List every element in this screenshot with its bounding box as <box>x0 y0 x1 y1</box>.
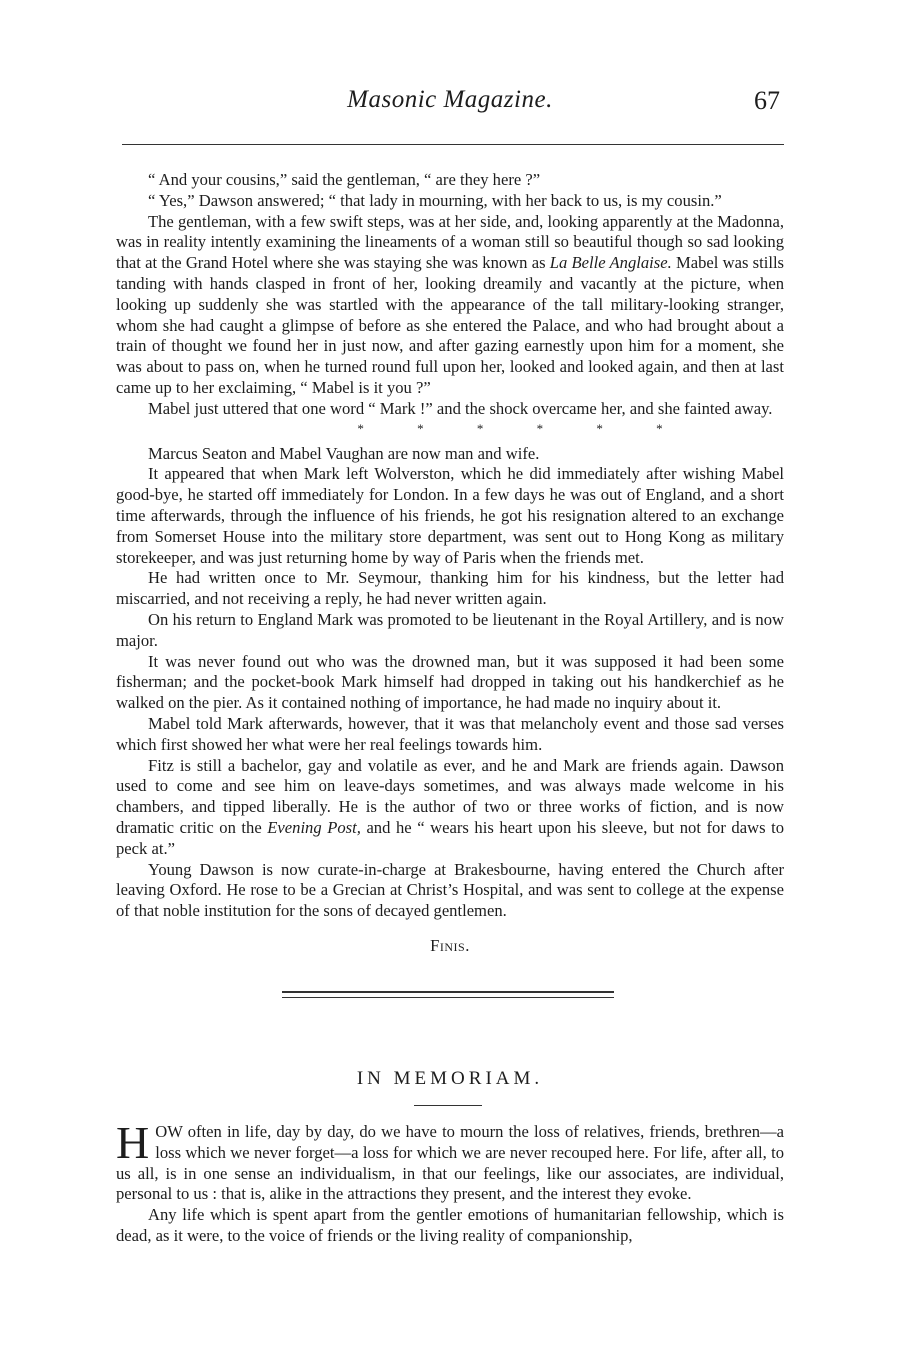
story-paragraph: “ Yes,” Dawson answered; “ that lady in mourning, with her back to us, is my cousin.” <box>148 190 722 210</box>
running-header-title: Masonic Magazine. <box>347 86 553 113</box>
section-break-asterisks: * * * * * * <box>357 420 663 436</box>
story-text: Fitz is still a bachelor, gay and volatile as ever, and he and Mark are friends again. Dawson used to come and see him on leave-days sometimes, and was always made welcome in his chambers, and tipped liberally. He is the author of two or three works of fiction, and is now dramatic critic on the <box>116 755 784 837</box>
section-divider <box>282 991 614 998</box>
story-paragraph <box>116 212 784 399</box>
story-paragraph: He had written once to Mr. Seymour, thanking him for his kindness, but the letter had miscarried, and not receiving a reply, he had never written again. <box>116 568 784 609</box>
memoriam-paragraph: Any life which is spent apart from the gentler emotions of humanitarian fellowship, which is dead, as it were, to the voice of friends or the living reality of companionship, <box>116 1205 784 1245</box>
story-paragraph: Mabel told Mark afterwards, however, that it was that melancholy event and those sad verses which first showed her what were her real feelings towards him. <box>116 713 784 754</box>
story-paragraph <box>116 756 784 860</box>
in-memoriam-title: IN MEMORIAM. <box>356 1068 544 1089</box>
header-rule <box>122 144 784 145</box>
drop-cap: H <box>116 1117 150 1168</box>
evening-post: Evening Post, <box>267 817 361 837</box>
story-paragraph: “ And your cousins,” said the gentleman, “ are they here ?” <box>148 170 541 189</box>
story-conclusion <box>116 170 784 957</box>
story-paragraph: It was never found out who was the drowned man, but it was supposed it had been some fisherman; and the pocket-book Mark himself had dropped in taking out his handkerchief as he walked on the pier. As it contained nothing of importance, he had made no inquiry about it. <box>116 651 784 713</box>
story-text: and he “ wears his heart upon his sleeve, but not for daws to peck at.” <box>116 817 784 858</box>
story-paragraph: Marcus Seaton and Mabel Vaughan are now man and wife. <box>148 443 540 463</box>
memoriam-paragraph <box>116 1117 784 1205</box>
title-rule <box>414 1105 482 1106</box>
page-number: 67 <box>754 86 780 115</box>
story-text: Mabel was stills tanding with hands clasped in front of her, looking dreamily and vacantly at the picture, when looking up suddenly she was startled with the appearance of the tall military-looking stranger, whom she had caught a glimpse of before as she entered the Palace, and who had brought about a train of thought we found her in just now, and after gazing earnestly upon him for a moment, she was about to pass on, when he turned round full upon her, looked and looked again, and then at last came up to her exclaiming, “ Mabel is it you ?” <box>116 253 785 397</box>
story-text: The gentleman, with a few swift steps, was at her side, and, looking apparently at the Madonna, was in reality intently examining the lineaments of a woman still so beautiful though so sad looking that at the Grand Hotel where she was staying she was known as <box>116 211 784 273</box>
in-memoriam-article <box>116 1117 784 1247</box>
story-paragraph: Young Dawson is now curate-in-charge at Brakesbourne, having entered the Church after leaving Oxford. He rose to be a Grecian at Christ’s Hospital, and was sent to college at the expense of that noble institution for the sons of decayed gentlemen. <box>116 859 784 921</box>
story-paragraph: On his return to England Mark was promoted to be lieutenant in the Royal Artillery, and is now major. <box>116 609 784 650</box>
story-paragraph: It appeared that when Mark left Wolverston, which he did immediately after wishing Mabel good-bye, he started off immediately for London. In a few days he was out of England, and a short time afterwards, through the influence of his friends, he got his resignation altered to an exchange from Somerset House into the military store department, was sent out to Hong Kong as military storekeeper, and was just returning home by way of Paris when the friends met. <box>116 464 784 567</box>
memoriam-text: OW often in life, day by day, do we have to mourn the loss of relatives, friends, brethren—a loss which we never forget—a loss for which we are never recouped here. For life, after all, to us all, is in one sense an individualism, in that our feelings, like our associates, are individual, personal to us : that is, alike in the attractions they present, and the interest they evoke. <box>116 1122 784 1204</box>
la-belle-anglaise: La Belle Anglaise. <box>549 253 672 273</box>
story-paragraph: Mabel just uttered that one word “ Mark !” and the shock overcame her, and she fainted away. <box>148 398 773 418</box>
finis: Finis. <box>430 935 470 955</box>
